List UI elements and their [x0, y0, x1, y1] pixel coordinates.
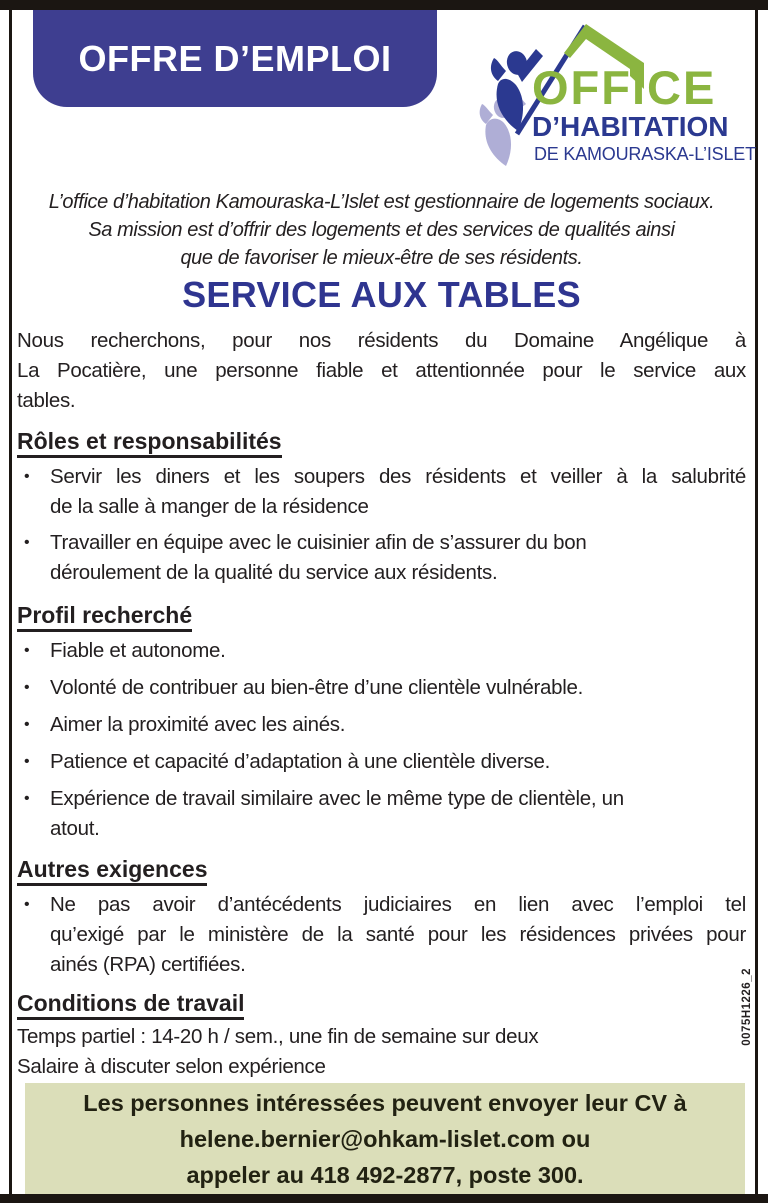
list-item: [17, 890, 746, 980]
section-heading-exigences: Autres exigences: [17, 856, 746, 882]
list-item-text: Expérience de travail similaire avec le même type de clientèle, un atout.: [50, 787, 624, 840]
list-item: [17, 528, 746, 588]
list-item-text: Ne pas avoir d’antécédents judiciaires en lien avec l’emploi tel qu’exigé par le ministère de la santé pour les résidences privées pour ainés (RPA) certifiées.: [50, 893, 746, 976]
bullet-dot-icon: •: [24, 896, 30, 913]
list-item: [17, 710, 746, 740]
job-summary-line: Nous recherchons, pour nos résidents du Domaine Angélique à: [17, 329, 746, 352]
conditions-line-schedule: Temps partiel : 14-20 h / sem., une fin de semaine sur deux: [17, 1025, 539, 1048]
offer-badge: [33, 10, 437, 107]
section-heading-conditions: Conditions de travail: [17, 990, 746, 1016]
mission-intro-line: Sa mission est d’offrir des logements et des services de qualités ainsi: [88, 219, 675, 241]
list-item: [17, 747, 746, 777]
contact-box: [25, 1083, 745, 1194]
bullet-dot-icon: •: [24, 642, 30, 659]
job-summary-line: tables.: [17, 389, 76, 412]
job-summary: [17, 326, 746, 416]
bullet-dot-icon: •: [24, 753, 30, 770]
frame-bottom-bar: [0, 1194, 768, 1203]
list-item: [17, 673, 746, 703]
list-item-text: Servir les diners et les soupers des résidents et veiller à la salubrité de la salle à manger de la résidence: [50, 465, 746, 518]
bullet-dot-icon: •: [24, 468, 30, 485]
section-heading-roles: Rôles et responsabilités: [17, 428, 746, 454]
logo-wordmark-region: DE KAMOURASKA-L’ISLET: [534, 144, 756, 164]
list-item-text: Fiable et autonome.: [50, 639, 226, 662]
bullet-dot-icon: •: [24, 534, 30, 551]
mission-intro-line: que de favoriser le mieux-être de ses résidents.: [180, 247, 583, 269]
list-item-text: Patience et capacité d’adaptation à une clientèle diverse.: [50, 750, 551, 773]
logo-wordmark-habitation: D’HABITATION: [532, 111, 729, 142]
header: [17, 10, 756, 182]
list-item-text: Travailler en équipe avec le cuisinier afin de s’assurer du bon déroulement de la qualité du service aux résidents.: [50, 531, 587, 584]
contact-email: helene.bernier@ohkam-lislet.com ou: [179, 1125, 591, 1152]
offer-badge-label: OFFRE D’EMPLOI: [78, 37, 392, 79]
list-item: [17, 462, 746, 522]
mission-intro: [17, 188, 746, 272]
job-summary-line: La Pocatière, une personne fiable et attentionnée pour le service aux: [17, 359, 746, 382]
list-item-text: Volonté de contribuer au bien-être d’une clientèle vulnérable.: [50, 676, 583, 699]
bullet-dot-icon: •: [24, 679, 30, 696]
frame-top-bar: [0, 0, 768, 10]
bullet-dot-icon: •: [24, 790, 30, 807]
frame-right-border: [755, 9, 758, 1195]
ad-content: [12, 10, 755, 1194]
contact-phone: appeler au 418 492-2877, poste 300.: [186, 1161, 584, 1188]
conditions-line-salary: Salaire à discuter selon expérience: [17, 1055, 326, 1078]
organization-logo: [474, 12, 756, 176]
section-heading-profil: Profil recherché: [17, 602, 746, 628]
bullet-dot-icon: •: [24, 716, 30, 733]
list-item: [17, 636, 746, 666]
job-title: SERVICE AUX TABLES: [182, 274, 581, 315]
ad-reference-code: 0075H1226_2: [741, 968, 753, 1046]
list-item-text: Aimer la proximité avec les ainés.: [50, 713, 346, 736]
logo-wordmark-office: OFFICE: [532, 61, 717, 114]
mission-intro-line: L’office d’habitation Kamouraska-L’Islet est gestionnaire de logements sociaux.: [48, 191, 715, 213]
list-item: [17, 784, 746, 844]
contact-line-cv: Les personnes intéressées peuvent envoyer leur CV à: [83, 1089, 687, 1116]
